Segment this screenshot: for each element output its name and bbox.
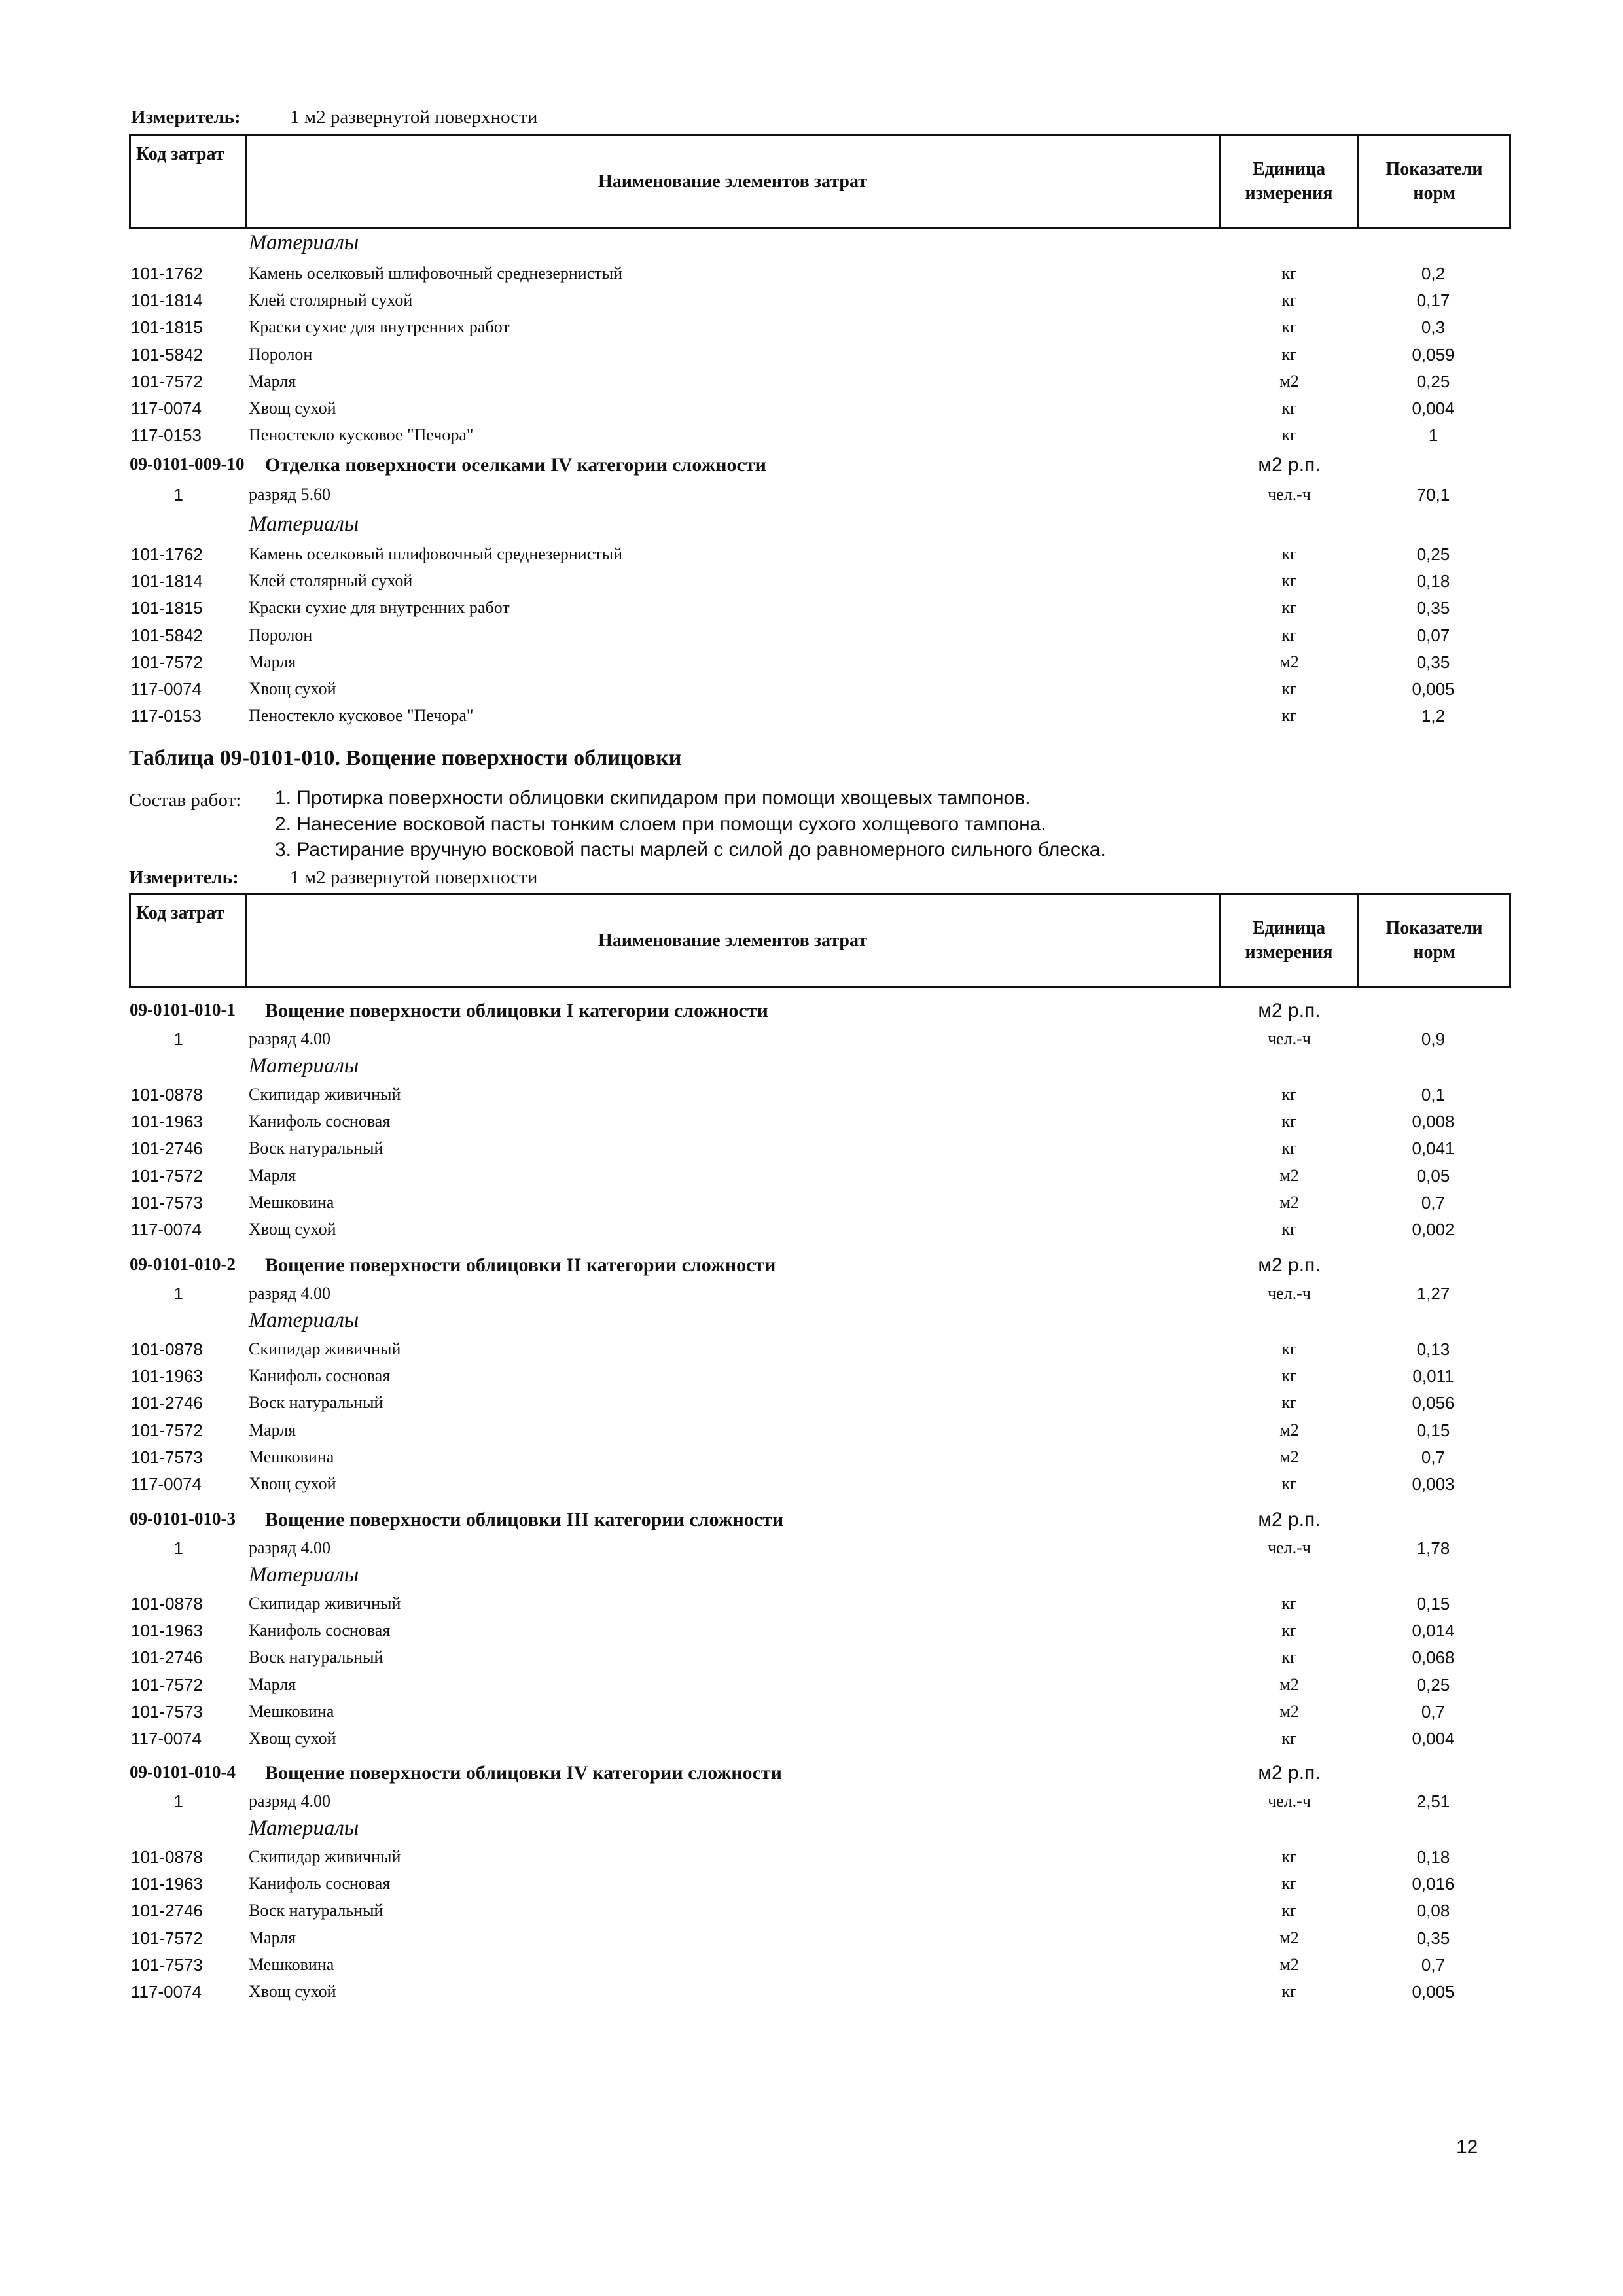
material-name: Канифоль сосновая xyxy=(249,1874,391,1894)
section-unit: м2 р.п. xyxy=(1258,454,1321,476)
labor-value: 1,27 xyxy=(1416,1284,1450,1303)
labor-row xyxy=(0,1284,1623,1311)
material-name: Клей столярный сухой xyxy=(249,291,413,310)
materials-label: Материалы xyxy=(249,1816,359,1840)
material-value: 0,15 xyxy=(1416,1420,1450,1440)
material-unit: кг xyxy=(1281,625,1297,645)
labor-unit: чел.-ч xyxy=(1268,1538,1311,1557)
material-name: Скипидар живичный xyxy=(249,1594,401,1613)
material-unit: м2 xyxy=(1279,1701,1299,1721)
material-row xyxy=(0,1220,1623,1246)
material-unit: м2 xyxy=(1279,1928,1299,1947)
material-code: 101-2746 xyxy=(131,1901,203,1921)
material-row xyxy=(0,1621,1623,1648)
material-row xyxy=(0,1366,1623,1393)
material-value: 0,13 xyxy=(1416,1339,1450,1359)
material-name: Воск натуральный xyxy=(249,1393,383,1413)
material-value: 0,35 xyxy=(1416,652,1450,672)
materials-label: Материалы xyxy=(249,1563,359,1587)
material-row xyxy=(0,544,1623,571)
materials-label: Материалы xyxy=(249,231,359,255)
material-code: 101-1963 xyxy=(131,1874,203,1894)
material-row xyxy=(0,1874,1623,1901)
material-name: Камень оселковый шлифовочный среднезернистый xyxy=(249,264,623,283)
material-name: Скипидар живичный xyxy=(249,1085,401,1104)
labor-unit: чел.-ч xyxy=(1268,1284,1311,1303)
material-name: Хвощ сухой xyxy=(249,1729,336,1748)
header-code: Код затрат xyxy=(131,136,247,227)
material-row xyxy=(0,1702,1623,1729)
material-row xyxy=(0,317,1623,344)
measure-value: 1 м2 развернутой поверхности xyxy=(290,867,538,888)
material-row xyxy=(0,1085,1623,1112)
page-number: 12 xyxy=(1456,2136,1478,2158)
material-unit: кг xyxy=(1281,1366,1297,1386)
material-row xyxy=(0,571,1623,598)
work-item: 2. Нанесение восковой пасты тонким слоем при помощи сухого холщевого тампона. xyxy=(275,813,1046,835)
material-value: 0,25 xyxy=(1416,371,1450,391)
material-unit: кг xyxy=(1281,1220,1297,1239)
material-name: Марля xyxy=(249,1420,296,1439)
section-code: 09-0101-010-2 xyxy=(130,1254,236,1274)
material-row xyxy=(0,1901,1623,1928)
labor-name: разряд 4.00 xyxy=(249,1284,330,1303)
material-name: Марля xyxy=(249,371,296,391)
material-value: 1 xyxy=(1428,425,1438,446)
section-title: Вощение поверхности облицовки II категории сложности xyxy=(265,1254,776,1276)
material-value: 0,17 xyxy=(1416,291,1450,311)
material-value: 0,011 xyxy=(1412,1366,1454,1386)
material-name: Пеностекло кусковое "Печора" xyxy=(249,706,474,726)
material-value: 0,004 xyxy=(1412,1729,1455,1748)
material-unit: кг xyxy=(1281,571,1297,591)
material-name: Марля xyxy=(249,1674,296,1694)
header-unit: Единица измерения xyxy=(1221,136,1359,227)
material-unit: кг xyxy=(1281,1085,1297,1104)
material-value: 0,35 xyxy=(1416,598,1450,618)
material-name: Мешковина xyxy=(249,1954,334,1974)
material-unit: кг xyxy=(1281,398,1297,417)
material-code: 101-7572 xyxy=(131,1674,203,1695)
material-code: 117-0074 xyxy=(131,1982,202,2002)
material-name: Канифоль сосновая xyxy=(249,1366,391,1386)
material-code: 117-0074 xyxy=(131,679,202,699)
material-value: 0,18 xyxy=(1416,571,1450,592)
material-name: Краски сухие для внутренних работ xyxy=(249,317,510,337)
material-value: 0,005 xyxy=(1412,1982,1455,2002)
material-unit: кг xyxy=(1281,1901,1297,1920)
measure-value: 1 м2 развернутой поверхности xyxy=(290,107,538,128)
material-unit: кг xyxy=(1281,1729,1297,1748)
material-row xyxy=(0,372,1623,398)
material-code: 101-5842 xyxy=(131,344,203,364)
material-row xyxy=(0,652,1623,679)
material-unit: кг xyxy=(1281,1474,1297,1493)
material-value: 0,7 xyxy=(1421,1701,1446,1722)
material-code: 101-7573 xyxy=(131,1701,203,1722)
materials-heading xyxy=(0,1054,1623,1081)
material-unit: кг xyxy=(1281,1982,1297,2001)
labor-code: 1 xyxy=(173,1538,183,1558)
materials-heading xyxy=(0,1563,1623,1590)
material-code: 101-7573 xyxy=(131,1447,203,1467)
material-value: 0,004 xyxy=(1412,398,1455,418)
material-unit: кг xyxy=(1281,1874,1297,1894)
section-title: Отделка поверхности оселками IV категории сложности xyxy=(265,454,766,476)
header-norm: Показатели норм xyxy=(1385,159,1483,203)
material-name: Клей столярный сухой xyxy=(249,571,413,591)
material-unit: м2 xyxy=(1279,1165,1299,1185)
material-name: Хвощ сухой xyxy=(249,679,336,698)
header-name: Наименование элементов затрат xyxy=(247,895,1221,986)
material-code: 101-1815 xyxy=(131,317,203,338)
material-row xyxy=(0,1928,1623,1955)
material-row xyxy=(0,1139,1623,1165)
material-name: Марля xyxy=(249,1928,296,1947)
material-unit: кг xyxy=(1281,1139,1297,1158)
material-row xyxy=(0,1474,1623,1501)
material-code: 101-7572 xyxy=(131,1420,203,1440)
material-value: 0,7 xyxy=(1421,1447,1446,1467)
material-code: 101-2746 xyxy=(131,1393,203,1413)
material-row xyxy=(0,679,1623,706)
material-row xyxy=(0,1112,1623,1139)
header-norm: Показатели норм xyxy=(1385,918,1483,963)
material-code: 117-0074 xyxy=(131,1474,202,1494)
labor-value: 0,9 xyxy=(1421,1029,1446,1049)
material-unit: кг xyxy=(1281,706,1297,726)
material-code: 101-7573 xyxy=(131,1192,203,1212)
material-unit: кг xyxy=(1281,264,1297,283)
material-code: 101-0878 xyxy=(131,1339,203,1359)
material-value: 0,059 xyxy=(1412,344,1455,364)
material-code: 117-0153 xyxy=(131,706,202,726)
material-code: 117-0153 xyxy=(131,425,202,446)
material-row xyxy=(0,1339,1623,1366)
material-row xyxy=(0,706,1623,733)
material-code: 101-2746 xyxy=(131,1139,203,1159)
section-title-row xyxy=(0,1509,1623,1536)
material-value: 0,041 xyxy=(1412,1139,1455,1159)
material-name: Воск натуральный xyxy=(249,1648,383,1667)
material-value: 0,07 xyxy=(1416,625,1450,645)
header-name: Наименование элементов затрат xyxy=(247,136,1221,227)
labor-row xyxy=(0,1029,1623,1056)
material-value: 0,008 xyxy=(1412,1112,1455,1132)
measure-label: Измеритель: xyxy=(131,107,241,128)
section-title-row xyxy=(0,1254,1623,1281)
material-row xyxy=(0,345,1623,372)
section-title-row xyxy=(0,1000,1623,1027)
material-name: Мешковина xyxy=(249,1701,334,1721)
material-unit: кг xyxy=(1281,598,1297,618)
labor-name: разряд 5.60 xyxy=(249,485,330,504)
material-name: Скипидар живичный xyxy=(249,1847,401,1866)
material-value: 0,25 xyxy=(1416,544,1450,564)
material-name: Хвощ сухой xyxy=(249,1220,336,1239)
material-value: 0,3 xyxy=(1421,317,1446,338)
material-value: 0,003 xyxy=(1412,1474,1455,1494)
material-name: Мешковина xyxy=(249,1447,334,1466)
labor-code: 1 xyxy=(173,1792,183,1811)
material-name: Пеностекло кусковое "Печора" xyxy=(249,425,474,445)
material-code: 101-0878 xyxy=(131,1594,203,1614)
labor-value: 70,1 xyxy=(1416,485,1450,504)
labor-name: разряд 4.00 xyxy=(249,1792,330,1810)
material-code: 101-7573 xyxy=(131,1954,203,1975)
material-row xyxy=(0,1955,1623,1982)
material-row xyxy=(0,291,1623,317)
material-code: 117-0074 xyxy=(131,1729,202,1748)
section-code: 09-0101-010-1 xyxy=(130,1000,236,1019)
material-row xyxy=(0,1594,1623,1621)
material-code: 117-0074 xyxy=(131,398,202,418)
materials-heading xyxy=(0,512,1623,539)
material-row xyxy=(0,1729,1623,1756)
material-value: 0,016 xyxy=(1412,1874,1455,1894)
material-value: 0,08 xyxy=(1416,1901,1450,1921)
section-unit: м2 р.п. xyxy=(1258,1000,1321,1021)
section-unit: м2 р.п. xyxy=(1258,1254,1321,1276)
labor-code: 1 xyxy=(173,485,183,504)
material-code: 101-7572 xyxy=(131,652,203,672)
labor-row xyxy=(0,1538,1623,1565)
table-010-title: Таблица 09-0101-010. Вощение поверхности облицовки xyxy=(129,746,682,770)
labor-unit: чел.-ч xyxy=(1268,485,1311,504)
header-code: Код затрат xyxy=(131,895,247,986)
material-name: Марля xyxy=(249,1165,296,1185)
materials-label: Материалы xyxy=(249,1054,359,1078)
labor-row xyxy=(0,485,1623,512)
material-name: Поролон xyxy=(249,625,313,645)
material-row xyxy=(0,1447,1623,1474)
material-name: Поролон xyxy=(249,344,313,364)
material-unit: м2 xyxy=(1279,371,1299,391)
section-title: Вощение поверхности облицовки IV категории сложности xyxy=(265,1762,782,1784)
materials-heading xyxy=(0,231,1623,258)
material-code: 101-1963 xyxy=(131,1366,203,1386)
material-value: 0,002 xyxy=(1412,1220,1455,1239)
material-unit: кг xyxy=(1281,1112,1297,1131)
material-row xyxy=(0,264,1623,291)
material-code: 101-1762 xyxy=(131,544,203,564)
material-code: 101-1963 xyxy=(131,1621,203,1641)
section-code: 09-0101-010-3 xyxy=(130,1509,236,1528)
labor-unit: чел.-ч xyxy=(1268,1029,1311,1048)
material-row xyxy=(0,398,1623,425)
material-row xyxy=(0,425,1623,452)
work-item: 3. Растирание вручную восковой пасты марлей с силой до равномерного сильного блеска. xyxy=(275,839,1106,860)
material-value: 0,7 xyxy=(1421,1192,1446,1212)
material-unit: кг xyxy=(1281,1648,1297,1667)
material-code: 101-2746 xyxy=(131,1648,203,1668)
work-item: 1. Протирка поверхности облицовки скипидаром при помощи хвощевых тампонов. xyxy=(275,787,1031,809)
material-unit: кг xyxy=(1281,1393,1297,1413)
section-unit: м2 р.п. xyxy=(1258,1509,1321,1530)
material-unit: кг xyxy=(1281,1594,1297,1613)
material-code: 101-1815 xyxy=(131,598,203,618)
material-value: 0,068 xyxy=(1412,1648,1455,1668)
material-code: 101-7572 xyxy=(131,1928,203,1948)
material-unit: кг xyxy=(1281,544,1297,563)
labor-code: 1 xyxy=(173,1029,183,1049)
material-name: Краски сухие для внутренних работ xyxy=(249,598,510,618)
labor-unit: чел.-ч xyxy=(1268,1792,1311,1810)
material-unit: м2 xyxy=(1279,652,1299,671)
labor-value: 1,78 xyxy=(1416,1538,1450,1558)
work-composition-label: Состав работ: xyxy=(129,790,241,811)
material-name: Мешковина xyxy=(249,1192,334,1212)
materials-label: Материалы xyxy=(249,512,359,536)
labor-row xyxy=(0,1792,1623,1818)
labor-name: разряд 4.00 xyxy=(249,1538,330,1557)
material-code: 101-1814 xyxy=(131,291,203,311)
material-unit: м2 xyxy=(1279,1192,1299,1212)
section-title-row xyxy=(0,1762,1623,1789)
material-unit: м2 xyxy=(1279,1420,1299,1439)
table-header xyxy=(129,134,1511,229)
material-row xyxy=(0,1675,1623,1702)
material-row xyxy=(0,626,1623,652)
material-row xyxy=(0,598,1623,625)
materials-heading xyxy=(0,1309,1623,1335)
material-name: Хвощ сухой xyxy=(249,398,336,417)
section-code: 09-0101-009-10 xyxy=(130,454,245,474)
material-value: 0,18 xyxy=(1416,1847,1450,1867)
materials-heading xyxy=(0,1816,1623,1843)
section-title: Вощение поверхности облицовки I категории сложности xyxy=(265,1000,768,1021)
labor-code: 1 xyxy=(173,1284,183,1303)
material-value: 0,1 xyxy=(1421,1085,1446,1104)
material-value: 1,2 xyxy=(1421,706,1446,726)
material-row xyxy=(0,1166,1623,1193)
material-unit: м2 xyxy=(1279,1674,1299,1694)
material-name: Камень оселковый шлифовочный среднезернистый xyxy=(249,544,623,563)
material-unit: кг xyxy=(1281,1621,1297,1640)
material-value: 0,05 xyxy=(1416,1165,1450,1186)
material-row xyxy=(0,1193,1623,1220)
material-value: 0,7 xyxy=(1421,1954,1446,1975)
material-value: 0,014 xyxy=(1412,1621,1455,1641)
material-value: 0,25 xyxy=(1416,1674,1450,1695)
material-name: Хвощ сухой xyxy=(249,1982,336,2001)
material-value: 0,2 xyxy=(1421,264,1446,283)
material-code: 101-1762 xyxy=(131,264,203,283)
material-code: 101-7572 xyxy=(131,371,203,391)
section-title: Вощение поверхности облицовки III категории сложности xyxy=(265,1509,784,1530)
section-title-row xyxy=(0,454,1623,481)
material-code: 101-0878 xyxy=(131,1847,203,1867)
material-unit: кг xyxy=(1281,291,1297,310)
section-code: 09-0101-010-4 xyxy=(130,1762,236,1782)
table-header xyxy=(129,893,1511,988)
material-row xyxy=(0,1648,1623,1674)
measure-label: Измеритель: xyxy=(129,867,239,888)
material-value: 0,15 xyxy=(1416,1594,1450,1614)
material-row xyxy=(0,1421,1623,1447)
material-name: Воск натуральный xyxy=(249,1901,383,1920)
material-code: 101-1963 xyxy=(131,1112,203,1132)
material-code: 101-1814 xyxy=(131,571,203,592)
material-name: Канифоль сосновая xyxy=(249,1112,391,1131)
material-name: Воск натуральный xyxy=(249,1139,383,1158)
material-unit: кг xyxy=(1281,317,1297,337)
header-unit: Единица измерения xyxy=(1221,895,1359,986)
material-value: 0,005 xyxy=(1412,679,1455,699)
material-unit: кг xyxy=(1281,344,1297,364)
material-unit: кг xyxy=(1281,1339,1297,1358)
labor-value: 2,51 xyxy=(1416,1792,1450,1811)
material-code: 101-0878 xyxy=(131,1085,203,1104)
material-value: 0,056 xyxy=(1412,1393,1455,1413)
material-row xyxy=(0,1982,1623,2009)
material-code: 117-0074 xyxy=(131,1220,202,1239)
material-code: 101-7572 xyxy=(131,1165,203,1186)
material-code: 101-5842 xyxy=(131,625,203,645)
material-row xyxy=(0,1393,1623,1420)
section-unit: м2 р.п. xyxy=(1258,1762,1321,1784)
materials-label: Материалы xyxy=(249,1309,359,1332)
material-name: Канифоль сосновая xyxy=(249,1621,391,1640)
material-name: Марля xyxy=(249,652,296,671)
material-unit: м2 xyxy=(1279,1954,1299,1974)
material-unit: кг xyxy=(1281,679,1297,698)
material-row xyxy=(0,1847,1623,1874)
material-unit: кг xyxy=(1281,1847,1297,1866)
material-name: Хвощ сухой xyxy=(249,1474,336,1493)
material-name: Скипидар живичный xyxy=(249,1339,401,1358)
material-unit: м2 xyxy=(1279,1447,1299,1466)
material-value: 0,35 xyxy=(1416,1928,1450,1948)
material-unit: кг xyxy=(1281,425,1297,445)
labor-name: разряд 4.00 xyxy=(249,1029,330,1048)
